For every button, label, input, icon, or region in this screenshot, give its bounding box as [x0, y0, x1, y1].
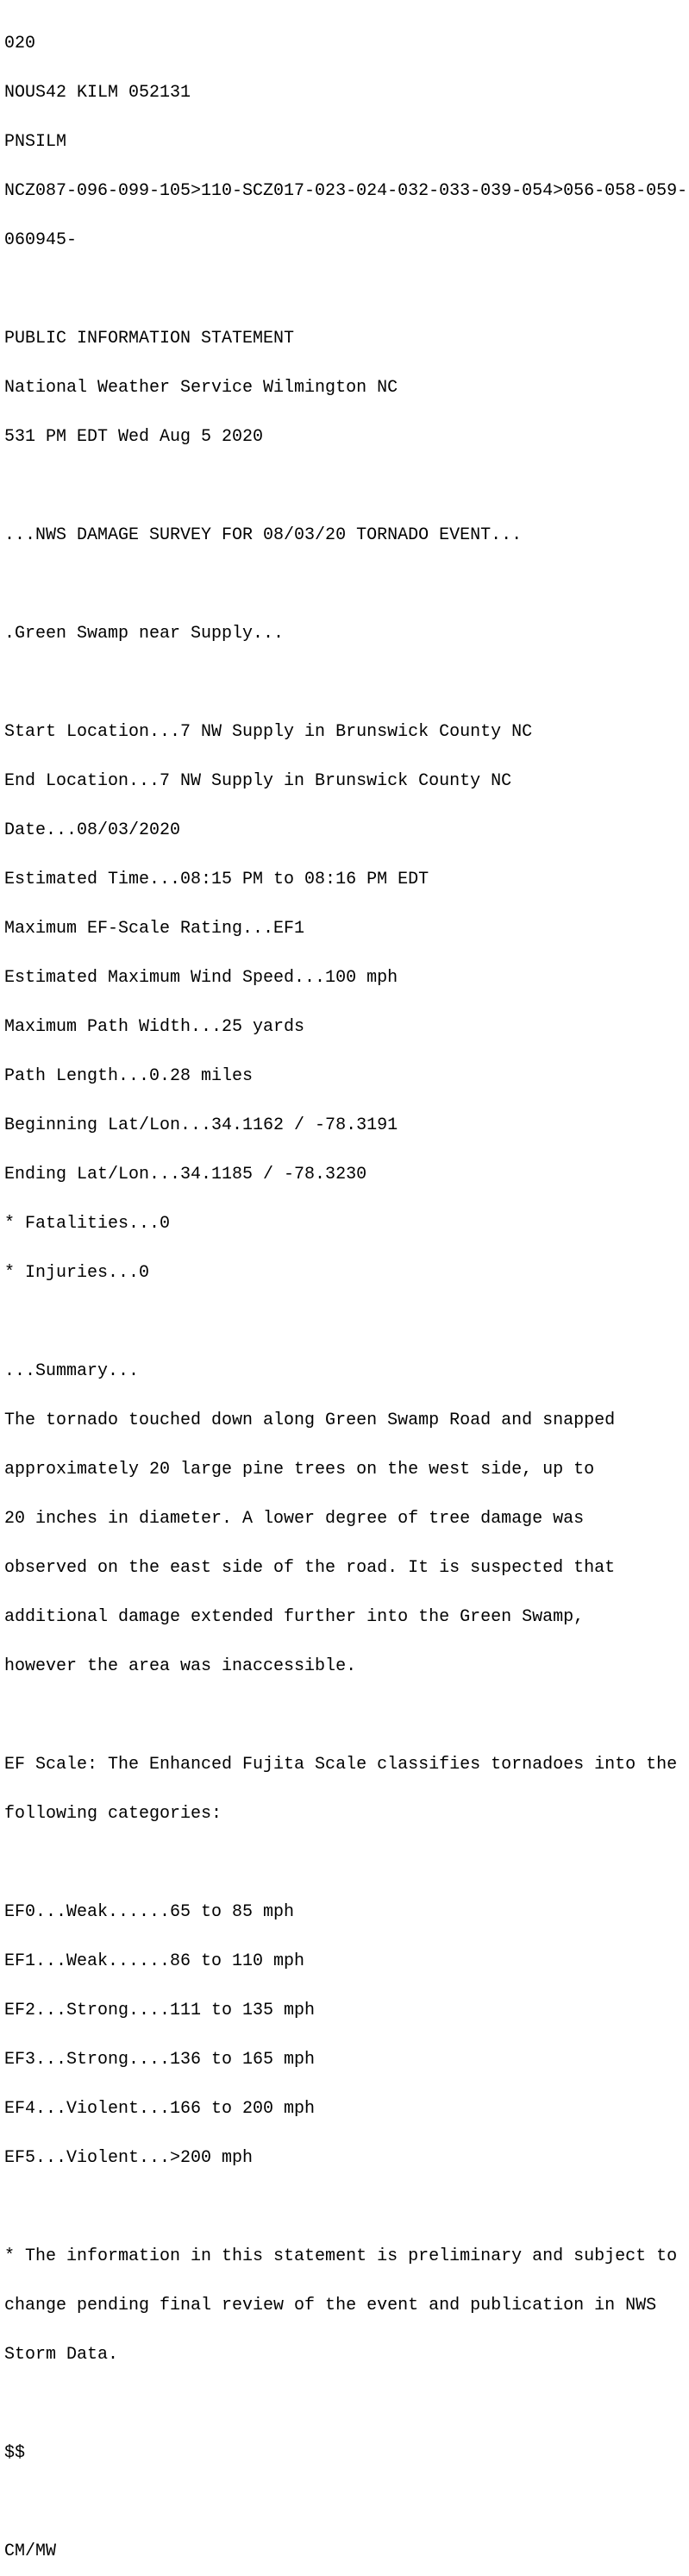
disclaimer-line: Storm Data. — [4, 2345, 119, 2365]
detail-line: End Location...7 NW Supply in Brunswick County NC — [4, 771, 512, 791]
ef-scale-intro: following categories: — [4, 1804, 222, 1824]
blank-line — [4, 478, 689, 494]
statement-title: PUBLIC INFORMATION STATEMENT — [4, 329, 295, 349]
blank-line — [4, 576, 689, 593]
summary-line: approximately 20 large pine trees on the west side, up to — [4, 1460, 595, 1480]
summary-line: 20 inches in diameter. A lower degree of tree damage was — [4, 1509, 585, 1529]
ef-scale-row: EF2...Strong....111 to 135 mph — [4, 2001, 316, 2020]
author-initials: CM/MW — [4, 2541, 57, 2561]
header-line: NOUS42 KILM 052131 — [4, 83, 191, 103]
blank-line — [4, 1707, 689, 1724]
event-location-heading: .Green Swamp near Supply... — [4, 624, 285, 644]
ef-scale-row: EF0...Weak......65 to 85 mph — [4, 1902, 295, 1922]
blank-line — [4, 2396, 689, 2412]
disclaimer-line: * The information in this statement is preliminary and subject to — [4, 2246, 678, 2266]
detail-line: Beginning Lat/Lon...34.1162 / -78.3191 — [4, 1115, 398, 1135]
detail-line: Path Length...0.28 miles — [4, 1066, 254, 1086]
zone-codes-line: 060945- — [4, 230, 78, 250]
ef-scale-row: EF5...Violent...>200 mph — [4, 2148, 254, 2168]
blank-line — [4, 1314, 689, 1330]
detail-line: * Fatalities...0 — [4, 1214, 171, 1234]
survey-heading: ...NWS DAMAGE SURVEY FOR 08/03/20 TORNADO EVENT... — [4, 525, 523, 545]
summary-line: however the area was inaccessible. — [4, 1656, 357, 1676]
blank-line — [4, 281, 689, 298]
blank-line — [4, 1855, 689, 1871]
summary-line: The tornado touched down along Green Swamp Road and snapped — [4, 1411, 616, 1430]
ef-scale-row: EF3...Strong....136 to 165 mph — [4, 2050, 316, 2070]
detail-line: Maximum EF-Scale Rating...EF1 — [4, 919, 305, 939]
detail-line: Estimated Time...08:15 PM to 08:16 PM EDT — [4, 870, 429, 889]
detail-line: Maximum Path Width...25 yards — [4, 1017, 305, 1037]
end-marker: $$ — [4, 2443, 26, 2463]
blank-line — [4, 2199, 689, 2215]
detail-line: Estimated Maximum Wind Speed...100 mph — [4, 968, 398, 988]
summary-line: observed on the east side of the road. It is suspected that — [4, 1558, 616, 1578]
detail-line: * Injuries...0 — [4, 1263, 150, 1283]
detail-line: Date...08/03/2020 — [4, 820, 181, 840]
blank-line — [4, 2494, 689, 2510]
zone-codes-line: NCZ087-096-099-105>110-SCZ017-023-024-032-033-039-054>056-058-059- — [4, 181, 688, 201]
summary-heading: ...Summary... — [4, 1361, 140, 1381]
ef-scale-intro: EF Scale: The Enhanced Fujita Scale classifies tornadoes into the — [4, 1755, 678, 1775]
summary-line: additional damage extended further into the Green Swamp, — [4, 1607, 585, 1627]
issue-time: 531 PM EDT Wed Aug 5 2020 — [4, 427, 264, 447]
blank-line — [4, 675, 689, 691]
office-name: National Weather Service Wilmington NC — [4, 378, 398, 398]
header-line: 020 — [4, 34, 36, 53]
detail-line: Start Location...7 NW Supply in Brunswick County NC — [4, 722, 533, 742]
detail-line: Ending Lat/Lon...34.1185 / -78.3230 — [4, 1165, 367, 1184]
ef-scale-row: EF1...Weak......86 to 110 mph — [4, 1951, 305, 1971]
disclaimer-line: change pending final review of the event and publication in NWS — [4, 2296, 657, 2315]
ef-scale-row: EF4...Violent...166 to 200 mph — [4, 2099, 316, 2119]
header-line: PNSILM — [4, 132, 67, 152]
